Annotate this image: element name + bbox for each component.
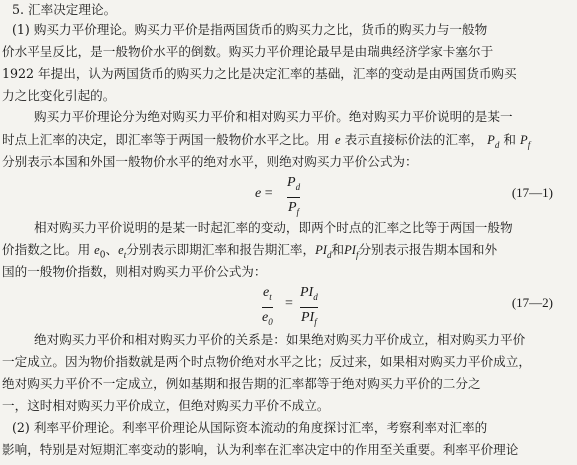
subsection-heading-line: (2) 利率平价理论。利率平价理论从国际资本流动的角度探讨汇率，考察利率对汇率的: [12, 420, 488, 435]
sub-t: t: [123, 249, 127, 260]
fraction-bar: [262, 307, 273, 308]
text-run: 表示直接标价法的汇率，: [344, 132, 484, 147]
sub-0: 0: [99, 250, 106, 260]
var-PI: PI: [315, 243, 327, 257]
var-P: P: [487, 133, 495, 147]
equation-17-1: [0, 174, 577, 218]
equation-17-2: [0, 284, 577, 328]
paragraph-line: (1) 购买力平价理论。购买力平价是指两国货币的购买力之比，货币的购买力与一般物: [12, 22, 488, 37]
numerator: $e_t$: [262, 285, 272, 302]
paragraph-line: 国的一般物价指数，则相对购买力平价公式为：: [2, 264, 267, 279]
fraction-bar: [300, 307, 318, 308]
paragraph-line: 影响，特别是对短期汇率变动的影响，认为利率在汇率决定中的作用至关重要。利率平价理论: [2, 442, 519, 457]
paragraph-line: 分别表示本国和外国一般物价水平的绝对水平，则绝对购买力平价公式为：: [2, 154, 418, 169]
paragraph-line: 绝对购买力平价和相对购买力平价的关系是：如果绝对购买力平价成立，相对购买力平价: [34, 332, 526, 347]
text-run: 分别表示即期汇率和报告期汇率，: [126, 242, 316, 257]
paragraph-line: 一，这时相对购买力平价成立，但绝对购买力平价不成立。: [2, 398, 330, 413]
sub-f: f: [527, 139, 531, 150]
paragraph-line: 绝对购买力平价不一定成立，例如基期和报告期的汇率都等于绝对购买力平价的二分之: [2, 376, 481, 391]
fraction: [287, 174, 300, 221]
text-run: 分别表示报告期本国和外: [358, 242, 498, 257]
paragraph-line: 价水平呈反比，是一般物价水平的倒数。购买力平价理论最早是由瑞典经济学家卡塞尔于: [2, 44, 494, 59]
text-run: 和: [331, 242, 345, 257]
var-et: e: [118, 243, 124, 257]
paragraph-line: 力之比变化引起的。: [2, 88, 116, 103]
text-run: 、: [105, 242, 119, 257]
equals-sign: =: [285, 296, 293, 311]
var-P: P: [519, 133, 528, 147]
text-run: 和: [503, 132, 516, 147]
paragraph-line: 时点上汇率的决定，即汇率等于两国一般物价水平之比。用: [2, 132, 330, 147]
paragraph-line: 一定成立。因为物价指数就是两个时点物价绝对水平之比；反过来，如果相对购买力平价成立，: [2, 354, 531, 369]
numerator: $PI_d$: [300, 285, 318, 302]
var-e: e: [335, 133, 341, 147]
var-e0: e: [94, 243, 100, 257]
denominator: $PI_f$: [300, 309, 317, 327]
fraction-right: [300, 284, 318, 331]
numerator: $P_d$: [287, 175, 301, 192]
var-PI: PI: [344, 243, 356, 257]
paragraph-line: 购买力平价理论分为绝对购买力平价和相对购买力平价。绝对购买力平价说明的是某一: [34, 109, 513, 124]
text-run: 价指数之比。用: [2, 242, 91, 257]
paragraph-line: 相对购买力平价说明的是某一时起汇率的变动，即两个时点的汇率之比等于两国一般物: [34, 220, 513, 235]
paragraph-line-with-variables: 价指数之比。用 $e_0$、$e_t$分别表示即期汇率和报告期汇率，$PI_d$和$PI_f$分别表示报告期本国和外: [2, 242, 498, 260]
equation-lhs: e =: [255, 186, 273, 201]
inline-math-run: [335, 130, 575, 150]
denominator: $e_0$: [262, 309, 273, 327]
equation-number: (17—2): [511, 295, 553, 310]
paragraph-line: 1922 年提出，认为两国货币的购买力之比是决定汇率的基础，汇率的变动是由两国货币购买: [2, 66, 517, 81]
sub-d: d: [494, 139, 500, 150]
equation-number: (17—1): [511, 185, 553, 200]
section-heading: 5. 汇率决定理论。: [12, 2, 117, 17]
fraction-left: [262, 284, 273, 331]
fraction-bar: [287, 197, 300, 198]
denominator: $P_f$: [287, 199, 300, 217]
